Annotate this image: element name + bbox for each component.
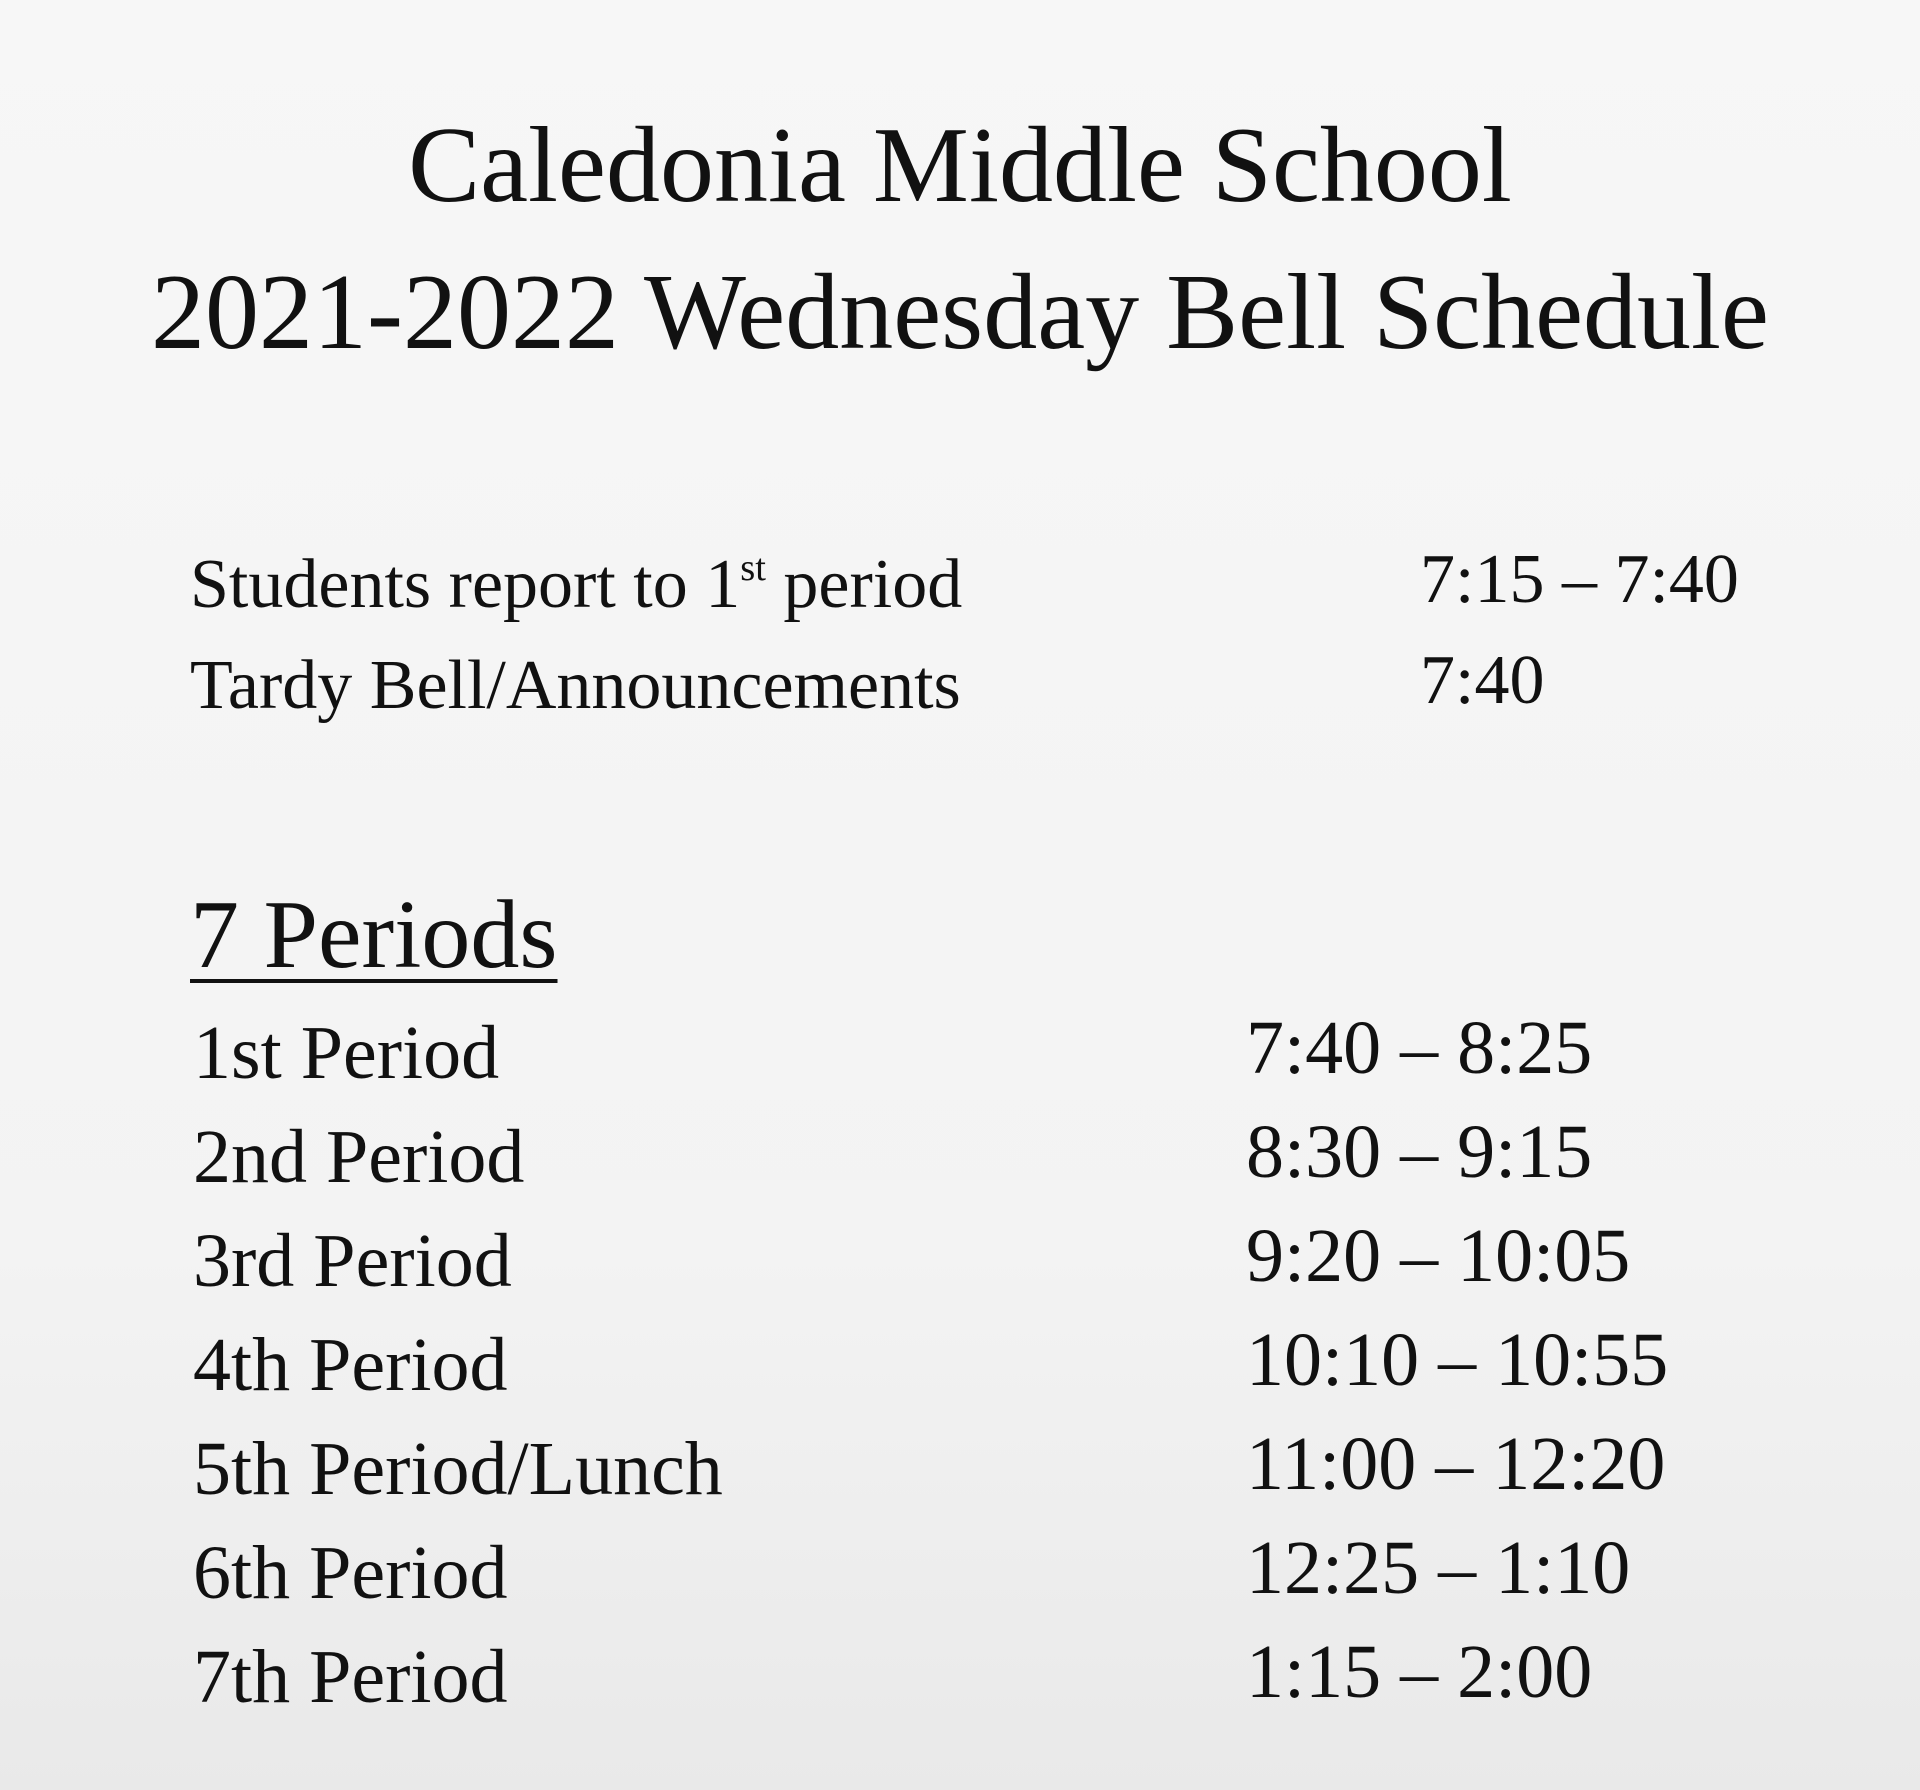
intro-time-report: 7:15 – 7:40 [1420,541,1739,618]
period-time: 9:20 – 10:05 [1246,1214,1631,1298]
period-label: 2nd Period [193,1115,525,1199]
period-label: 6th Period [193,1531,508,1615]
period-time: 12:25 – 1:10 [1246,1526,1631,1610]
period-label: 4th Period [193,1323,508,1407]
intro-label-sup: st [740,547,766,590]
section-heading: 7 Periods [190,881,558,989]
intro-label-pre: Students report to 1 [190,546,741,623]
period-time: 7:40 – 8:25 [1246,1006,1593,1090]
intro-label-report [190,546,963,623]
period-label: 3rd Period [193,1219,512,1303]
period-time: 8:30 – 9:15 [1246,1110,1593,1194]
period-label: 1st Period [193,1011,500,1095]
school-name: Caledonia Middle School [408,106,1512,225]
period-time: 11:00 – 12:20 [1246,1422,1666,1506]
period-label: 7th Period [193,1635,508,1719]
period-time: 1:15 – 2:00 [1246,1630,1593,1714]
intro-label-post: period [765,546,963,623]
period-time: 10:10 – 10:55 [1246,1318,1669,1402]
period-label: 5th Period/Lunch [193,1427,723,1511]
intro-label-tardy: Tardy Bell/Announcements [190,647,961,724]
schedule-title: 2021-2022 Wednesday Bell Schedule [151,253,1769,372]
intro-time-tardy: 7:40 [1420,642,1545,719]
